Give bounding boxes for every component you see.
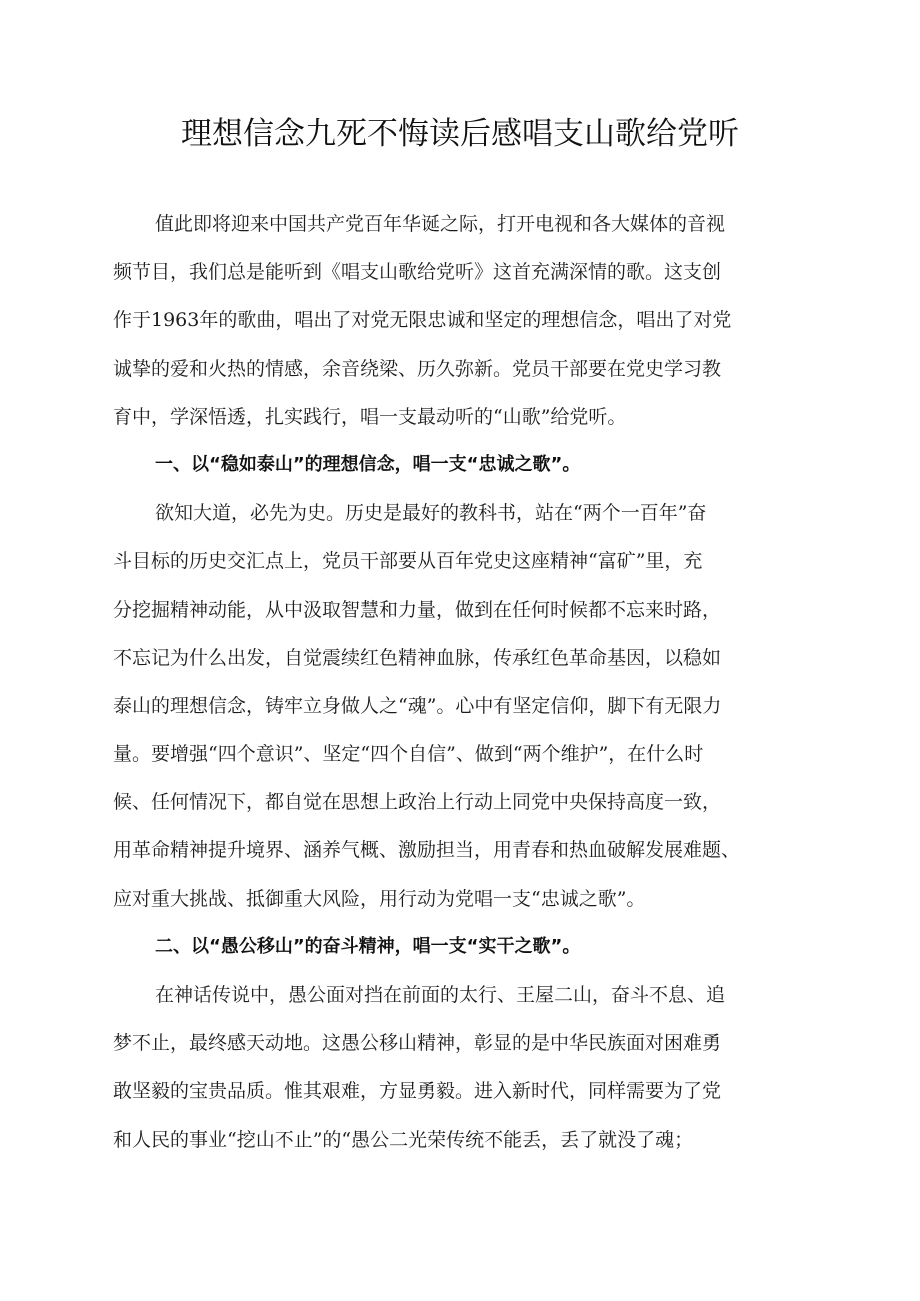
paragraph-line: 育中，学深悟透，扎实践行，唱一支最动听的“山歌”给党听。 xyxy=(113,405,627,428)
paragraph-line: 量。要增强“四个意识”、坚定“四个自信”、做到“两个维护”，在什么时 xyxy=(113,743,704,766)
paragraph-line: 和人民的事业“挖山不止”的“愚公二光荣传统不能丢，丢了就没了魂； xyxy=(113,1128,694,1151)
paragraph-line: 诚挚的爱和火热的情感，余音绕梁、历久弥新。党员干部要在党史学习教 xyxy=(113,357,722,380)
paragraph-line: 泰山的理想信念，铸牢立身做人之“魂”。心中有坚定信仰，脚下有无限力 xyxy=(113,694,722,717)
paragraph-line: 在神话传说中，愚公面对挡在前面的太行、王屋二山，奋斗不息、追 xyxy=(155,984,726,1006)
section-heading-1: 一、以“稳如泰山”的理想信念，唱一支“忠诚之歌”。 xyxy=(155,453,581,475)
paragraph-line: 分挖掘精神动能，从中汲取智慧和力量，做到在任何时候都不忘来时路， xyxy=(113,598,722,621)
paragraph-line: 敢坚毅的宝贵品质。惟其艰难，方显勇毅。进入新时代，同样需要为了党 xyxy=(113,1080,722,1103)
paragraph-line: 频节目，我们总是能听到《唱支山歌给党听》这首充满深情的歌。这支创 xyxy=(113,261,722,284)
paragraph-line: 斗目标的历史交汇点上，党员干部要从百年党史这座精神“富矿”里，充 xyxy=(113,550,703,573)
paragraph-line: 应对重大挑战、抵御重大风险，用行动为党唱一支“忠诚之歌”。 xyxy=(113,887,646,910)
paragraph-line: 梦不止，最终感天动地。这愚公移山精神，彰显的是中华民族面对困难勇 xyxy=(113,1032,722,1055)
paragraph-line: 欲知大道，必先为史。历史是最好的教科书，站在“两个一百年”奋 xyxy=(155,502,707,525)
paragraph-line: 作于1963年的歌曲，唱出了对党无限忠诚和坚定的理想信念，唱出了对党 xyxy=(113,309,732,332)
paragraph-line: 候、任何情况下，都自觉在思想上政治上行动上同党中央保持高度一致， xyxy=(113,791,722,814)
paragraph-line: 用革命精神提升境界、涵养气概、激励担当，用青春和热血破解发展难题、 xyxy=(113,839,741,862)
paragraph-line: 值此即将迎来中国共产党百年华诞之际，打开电视和各大媒体的音视 xyxy=(155,213,726,235)
paragraph-line: 不忘记为什么出发，自觉震续红色精神血脉，传承红色革命基因，以稳如 xyxy=(113,646,722,669)
section-heading-2: 二、以“愚公移山”的奋斗精神，唱一支“实干之歌”。 xyxy=(155,935,581,957)
document-body xyxy=(113,206,813,1170)
document-title: 理想信念九死不悔读后感唱支山歌给党听 xyxy=(181,116,739,152)
